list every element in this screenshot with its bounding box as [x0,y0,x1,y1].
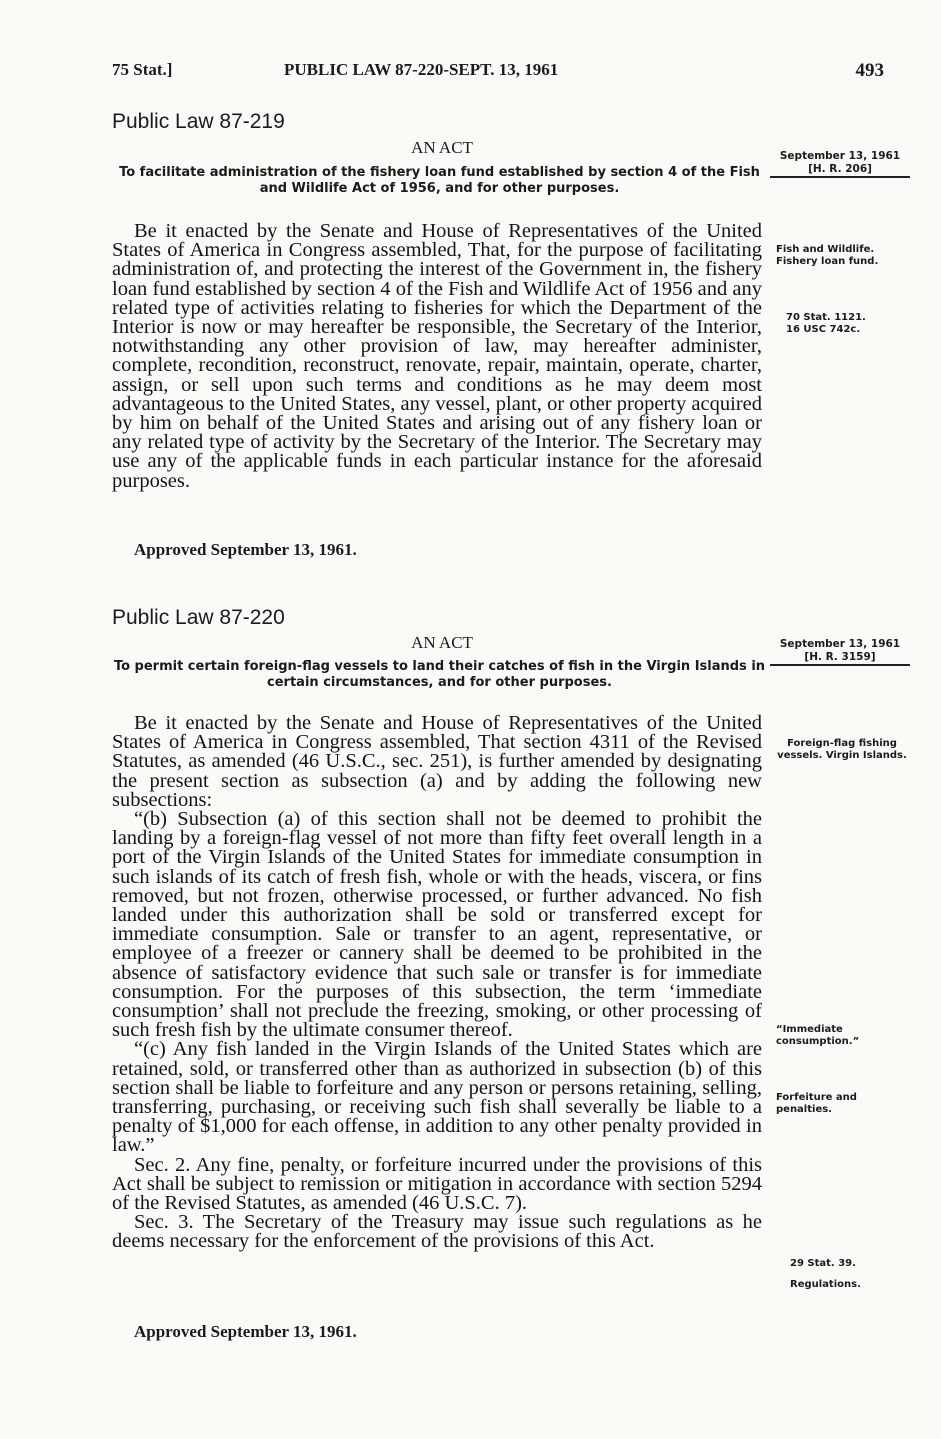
law1-margin-note-1 [776,244,910,268]
note-16-usc: 16 USC 742c. [786,324,861,335]
law2-section-3: Sec. 3. The Secretary of the Treasury may issue such regulations as he deems necessary for the enforcement of the provisions of this Act. [112,1211,762,1253]
law2-approved: Approved September 13, 1961. [134,1322,357,1341]
law1-title: Public Law 87-219 [112,110,285,133]
law1-enacting-paragraph: Be it enacted by the Senate and House of Representatives of the United States of America in Congress assembled, That, for the purpose of facilitating administration of, and protecting the interest of the Government in, the fishery loan fund established by section 4 of the Fish and Wildlife Act of 1956 and any related type of activities relating to fisheries for which the Department of the Interior is now or may hereafter be responsible, the Secretary of the Interior, notwithstanding any other provision of law, may hereafter administer, complete, recondition, reconstruct, renovate, repair, maintain, operate, charter, assign, or sell upon such terms and conditions as he may deem most advantageous to the United States, any vessel, plant, or other property acquired by him on behalf of the United States and arising out of any fishery loan or any related type of activity by the Secretary of the Interior. The Secretary may use any of the applicable funds in each particular instance for the aforesaid purposes. [112,220,762,492]
law2-subsection-c: “(c) Any fish landed in the Virgin Islands of the United States which are retained, sold, or transferred other than as authorized in subsection (b) of this section shall be liable to forfeiture and any person or persons retaining, selling, transferring, purchasing, or receiving such fish shall severally be liable to a penalty of $1,000 for each offense, in addition to any other penalty provided in law.” [112,1038,762,1157]
law1-date: September 13, 1961 [779,150,901,162]
law2-margin-note-immediate-consumption: “Immediate consumption.” [776,1024,860,1047]
law2-body [112,714,762,1252]
law2-subsection-b: “(b) Subsection (a) of this section shall not be deemed to prohibit the landing by a foreign-flag vessel of not more than fifty feet overall length in a port of the Virgin Islands of the United States for immediate consumption in such islands of its catch of fresh fish, whole or with the heads, viscera, or fins removed, but not frozen, otherwise processed, or further advanced. No fish landed under this authorization shall be sold or transferred except for immediate consumption. Sale or transfer to an agent, representative, or employee of a freezer or cannery shall be deemed to be prohibited in the absence of satisfactory evidence that such sale or transfer is for immediate consumption. For the purposes of this subsection, the term ‘immediate consumption’ shall not preclude the freezing, smoking, or other processing of such fresh fish by the ultimate consumer thereof. [112,808,762,1042]
law2-side-date-block [770,638,910,666]
header-title: PUBLIC LAW 87-220-SEPT. 13, 1961 [284,60,559,79]
law2-purpose: To permit certain foreign-flag vessels to land their catches of fish in the Virgin Islands in certain circumstances, and for other purposes. [113,659,766,690]
running-header [112,60,912,84]
law2-margin-note-29-stat: 29 Stat. 39. [790,1258,856,1269]
law1-margin-note-2 [786,312,941,336]
note-70-stat: 70 Stat. 1121. [786,312,866,323]
law1-approved: Approved September 13, 1961. [134,540,357,559]
law1-side-date-block [770,150,910,178]
law2-date: September 13, 1961 [779,638,901,650]
law2-an-act: AN ACT [411,633,473,652]
law2-section-2: Sec. 2. Any fine, penalty, or forfeiture incurred under the provisions of this Act shall be subject to remission or mitigation in accordance with section 5294 of the Revised Statutes, as amended (46 U.S.C. 7). [112,1153,762,1215]
law2-margin-note-forfeiture: Forfeiture and penalties. [776,1092,857,1115]
law2-margin-note-regulations: Regulations. [790,1279,861,1290]
volume-ref: 75 Stat.] [112,60,173,79]
law1-body [112,222,762,491]
law2-title: Public Law 87-220 [112,606,285,629]
law2-margin-note-foreign-flag: Foreign-flag fishing vessels. Virgin Islands. [777,738,907,761]
law2-bill: [H. R. 3159] [804,651,876,663]
law2-enacting-paragraph: Be it enacted by the Senate and House of Representatives of the United States of America in Congress assembled, That section 4311 of the Revised Statutes, as amended (46 U.S.C., sec. 251), is further amended by designating the present section as subsection (a) and by adding the following new subsections: [112,712,762,811]
note-fish-wildlife: Fish and Wildlife. [776,244,875,255]
law1-purpose: To facilitate administration of the fishery loan fund established by section 4 of the Fish and Wildlife Act of 1956, and for other purposes. [119,165,760,196]
law1-bill: [H. R. 206] [808,163,872,175]
note-fishery-loan: Fishery loan fund. [776,256,879,267]
law1-an-act: AN ACT [411,138,473,157]
page-number: 493 [855,60,884,81]
